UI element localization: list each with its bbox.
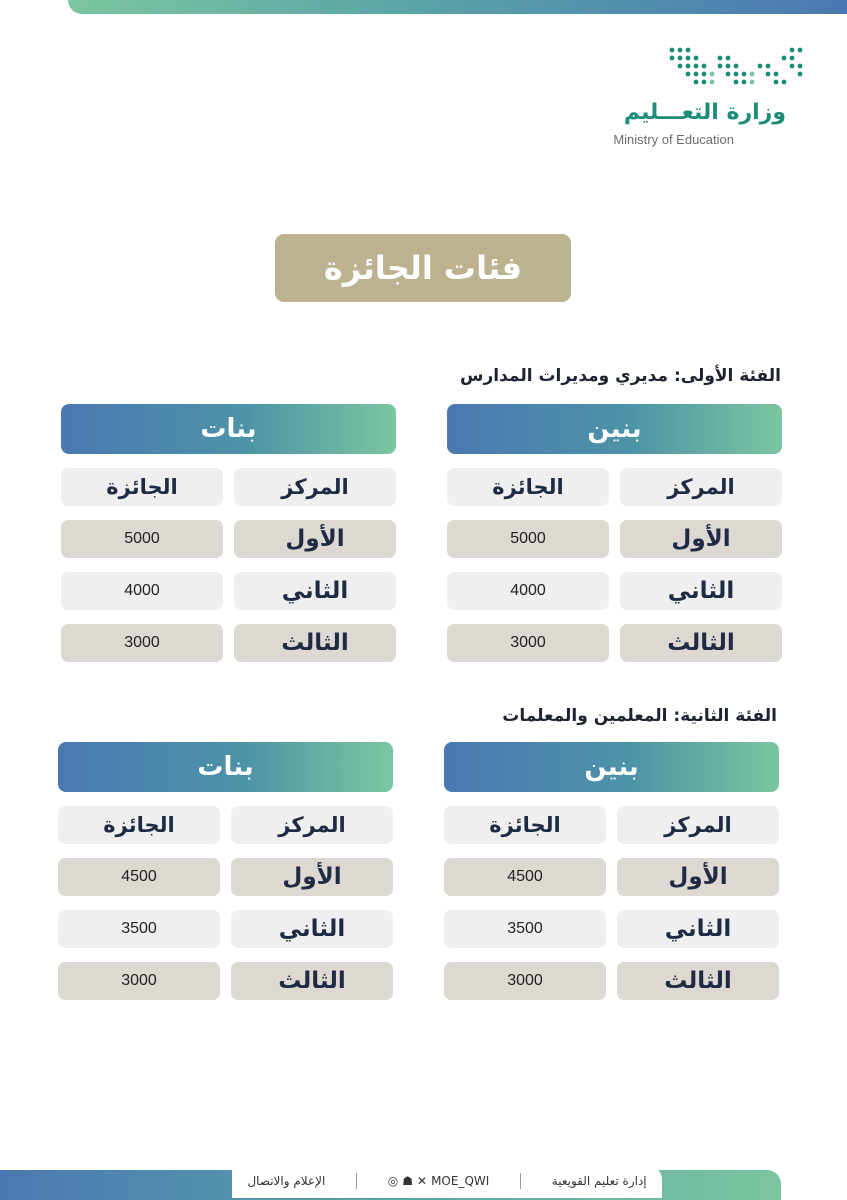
- rank-cell: الأول: [231, 858, 393, 896]
- section-2-boys-table: [444, 742, 779, 1000]
- footer-social: [388, 1174, 490, 1188]
- table-row: [444, 962, 779, 1000]
- instagram-icon[interactable]: ◎: [387, 1174, 399, 1188]
- girls-header: بنات: [61, 404, 396, 454]
- footer-handle: MOE_QWI: [431, 1174, 490, 1188]
- footer-divider: [356, 1173, 357, 1189]
- table-row: [444, 910, 779, 948]
- x-icon[interactable]: ✕: [417, 1174, 428, 1188]
- table-row: [61, 520, 396, 558]
- prize-cell: 4500: [58, 858, 220, 896]
- table-row: [58, 858, 393, 896]
- prize-cell: 3000: [447, 624, 609, 662]
- rank-cell: الثاني: [620, 572, 782, 610]
- logo-arabic-text: وزارة التعـــليم: [623, 100, 786, 125]
- rank-column-header: المركز: [231, 806, 393, 844]
- section-2-heading: الفئة الثانية: المعلمين والمعلمات: [502, 706, 777, 726]
- rank-cell: الأول: [617, 858, 779, 896]
- rank-column-header: المركز: [620, 468, 782, 506]
- snapchat-icon[interactable]: ☗: [402, 1174, 413, 1188]
- table-row: [61, 572, 396, 610]
- top-accent-bar: [68, 0, 847, 14]
- rank-cell: الثاني: [234, 572, 396, 610]
- prize-cell: 3500: [58, 910, 220, 948]
- footer-divider: [520, 1173, 521, 1189]
- rank-cell: الأول: [620, 520, 782, 558]
- boys-header: بنين: [444, 742, 779, 792]
- logo-english-text: Ministry of Education: [613, 132, 734, 147]
- boys-header: بنين: [447, 404, 782, 454]
- rank-cell: الثاني: [617, 910, 779, 948]
- table-row: [447, 624, 782, 662]
- rank-cell: الثالث: [617, 962, 779, 1000]
- table-row: [58, 910, 393, 948]
- table-row: [447, 520, 782, 558]
- section-1-girls-table: [61, 404, 396, 662]
- prize-cell: 4000: [447, 572, 609, 610]
- rank-cell: الثالث: [234, 624, 396, 662]
- logo-dots-icon: [664, 44, 804, 86]
- prize-cell: 3000: [58, 962, 220, 1000]
- prize-cell: 3000: [444, 962, 606, 1000]
- table-header-row: [447, 468, 782, 506]
- rank-column-header: المركز: [617, 806, 779, 844]
- footer-department: إدارة تعليم القويعية: [551, 1174, 647, 1188]
- prize-cell: 3000: [61, 624, 223, 662]
- prize-cell: 4500: [444, 858, 606, 896]
- table-header-row: [61, 468, 396, 506]
- rank-cell: الثالث: [231, 962, 393, 1000]
- rank-cell: الثاني: [231, 910, 393, 948]
- table-header-row: [58, 806, 393, 844]
- footer-info: [232, 1164, 662, 1198]
- page-title: فئات الجائزة: [275, 234, 571, 302]
- prize-column-header: الجائزة: [447, 468, 609, 506]
- section-1-heading: الفئة الأولى: مديري ومديرات المدارس: [460, 366, 781, 386]
- prize-cell: 5000: [447, 520, 609, 558]
- table-row: [444, 858, 779, 896]
- table-row: [61, 624, 396, 662]
- rank-cell: الأول: [234, 520, 396, 558]
- prize-column-header: الجائزة: [58, 806, 220, 844]
- table-row: [447, 572, 782, 610]
- section-1-boys-table: [447, 404, 782, 662]
- rank-cell: الثالث: [620, 624, 782, 662]
- rank-column-header: المركز: [234, 468, 396, 506]
- prize-column-header: الجائزة: [444, 806, 606, 844]
- girls-header: بنات: [58, 742, 393, 792]
- table-header-row: [444, 806, 779, 844]
- footer-media: الإعلام والاتصال: [247, 1174, 326, 1188]
- prize-cell: 4000: [61, 572, 223, 610]
- table-row: [58, 962, 393, 1000]
- prize-column-header: الجائزة: [61, 468, 223, 506]
- prize-cell: 3500: [444, 910, 606, 948]
- section-2-girls-table: [58, 742, 393, 1000]
- prize-cell: 5000: [61, 520, 223, 558]
- ministry-logo: [590, 44, 810, 154]
